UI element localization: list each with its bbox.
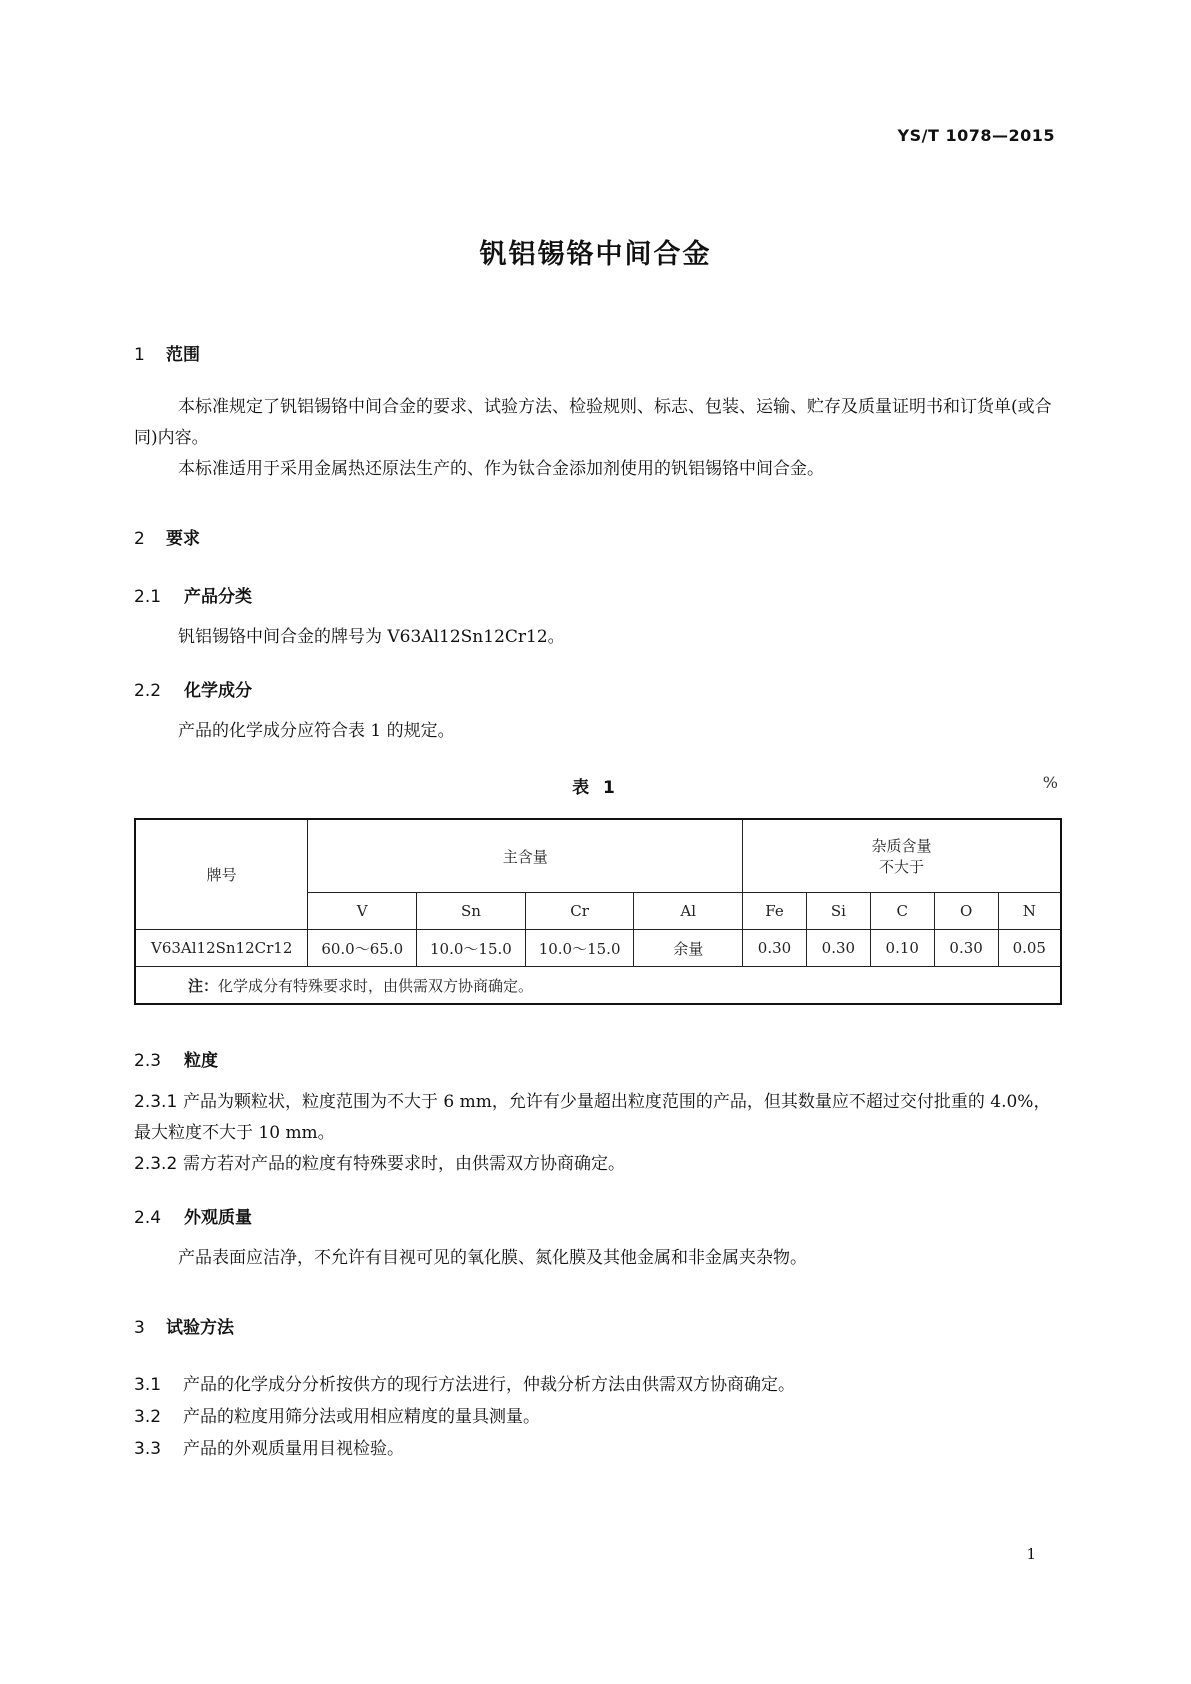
section-title: 外观质量: [184, 1208, 252, 1228]
clause-text: 产品为颗粒状，粒度范围为不大于 6 mm，允许有少量超出粒度范围的产品，但其数量应不超过交付批重的 4.0%，最大粒度不大于 10 mm。: [134, 1092, 1051, 1143]
clause-3-3: [134, 1434, 1062, 1465]
document-title: 钒铝锡铬中间合金: [479, 239, 712, 270]
impurity-header-line-2: 不大于: [879, 858, 925, 876]
section-3-heading: [134, 1313, 234, 1338]
section-2-3-heading: [134, 1046, 218, 1071]
element-header-n: N: [998, 893, 1061, 930]
value-cell-si: 0.30: [806, 930, 870, 967]
clause-text: 产品的粒度用筛分法或用相应精度的量具测量。: [183, 1407, 540, 1427]
impurity-header: [743, 819, 1061, 893]
section-2-1-paragraph: 钒铝锡铬中间合金的牌号为 V63Al12Sn12Cr12。: [178, 627, 565, 647]
value-cell-v: 60.0～65.0: [308, 930, 417, 967]
clause-text: 产品的外观质量用目视检验。: [183, 1439, 404, 1459]
table-note: [135, 967, 1061, 1005]
value-cell-c: 0.10: [870, 930, 934, 967]
section-title: 范围: [166, 345, 200, 365]
section-1-paragraph-1: 本标准规定了钒铝锡铬中间合金的要求、试验方法、检验规则、标志、包装、运输、贮存及质量证明书和订货单(或合同)内容。: [134, 397, 1052, 448]
clause-text: 需方若对产品的粒度有特殊要求时，由供需双方协商确定。: [183, 1154, 625, 1174]
value-cell-cr: 10.0～15.0: [525, 930, 634, 967]
element-header-o: O: [934, 893, 998, 930]
section-1-paragraph-2: 本标准适用于采用金属热还原法生产的、作为钛合金添加剂使用的钒铝锡铬中间合金。: [178, 459, 824, 479]
section-title: 粒度: [184, 1051, 218, 1071]
value-cell-fe: 0.30: [743, 930, 807, 967]
element-header-fe: Fe: [743, 893, 807, 930]
grade-cell: V63Al12Sn12Cr12: [135, 930, 308, 967]
standard-code: YS/T 1078—2015: [897, 126, 1055, 145]
table-header-row: [135, 819, 1061, 893]
clause-2-3-2: [134, 1149, 1062, 1180]
element-header-si: Si: [806, 893, 870, 930]
section-title: 产品分类: [184, 587, 252, 607]
section-2-4-paragraph: 产品表面应洁净，不允许有目视可见的氧化膜、氮化膜及其他金属和非金属夹杂物。: [178, 1248, 807, 1268]
section-2-1-heading: [134, 582, 252, 607]
section-title: 要求: [166, 529, 200, 549]
value-cell-n: 0.05: [998, 930, 1061, 967]
page-number: 1: [1026, 1545, 1036, 1563]
section-number: 2.3: [134, 1051, 162, 1071]
note-text: 化学成分有特殊要求时，由供需双方协商确定。: [218, 976, 534, 995]
clause-number: 3.2: [134, 1407, 162, 1427]
table-title: 表 1: [572, 778, 619, 798]
clause-3-2: [134, 1402, 1062, 1433]
clause-number: 3.3: [134, 1439, 162, 1459]
clause-text: 产品的化学成分分析按供方的现行方法进行，仲裁分析方法由供需双方协商确定。: [183, 1375, 795, 1395]
section-title: 化学成分: [184, 681, 252, 701]
chemical-composition-table: [134, 818, 1062, 1005]
section-title: 试验方法: [166, 1318, 234, 1338]
element-header-c: C: [870, 893, 934, 930]
section-1-heading: [134, 340, 200, 365]
element-header-sn: Sn: [417, 893, 526, 930]
section-number: 2.4: [134, 1208, 162, 1228]
grade-header: 牌号: [135, 819, 308, 930]
clause-2-3-1: [134, 1087, 1062, 1149]
element-header-cr: Cr: [525, 893, 634, 930]
section-number: 1: [134, 345, 145, 365]
impurity-header-line-1: 杂质含量: [871, 837, 932, 855]
value-cell-al: 余量: [634, 930, 743, 967]
section-number: 2.1: [134, 587, 162, 607]
clause-number: 2.3.2: [134, 1154, 178, 1174]
value-cell-o: 0.30: [934, 930, 998, 967]
section-number: 2: [134, 529, 145, 549]
table-unit: %: [1042, 773, 1058, 792]
note-label: 注：: [188, 976, 219, 995]
main-content-header: 主含量: [308, 819, 743, 893]
table-row: [135, 930, 1061, 967]
clause-3-1: [134, 1370, 1062, 1401]
section-number: 2.2: [134, 681, 162, 701]
section-2-2-paragraph: 产品的化学成分应符合表 1 的规定。: [178, 721, 455, 741]
section-2-2-heading: [134, 676, 252, 701]
table-note-row: [135, 967, 1061, 1005]
section-2-heading: [134, 524, 200, 549]
element-header-al: Al: [634, 893, 743, 930]
section-number: 3: [134, 1318, 145, 1338]
element-header-v: V: [308, 893, 417, 930]
section-2-4-heading: [134, 1203, 252, 1228]
value-cell-sn: 10.0～15.0: [417, 930, 526, 967]
clause-number: 2.3.1: [134, 1092, 178, 1112]
clause-number: 3.1: [134, 1375, 162, 1395]
